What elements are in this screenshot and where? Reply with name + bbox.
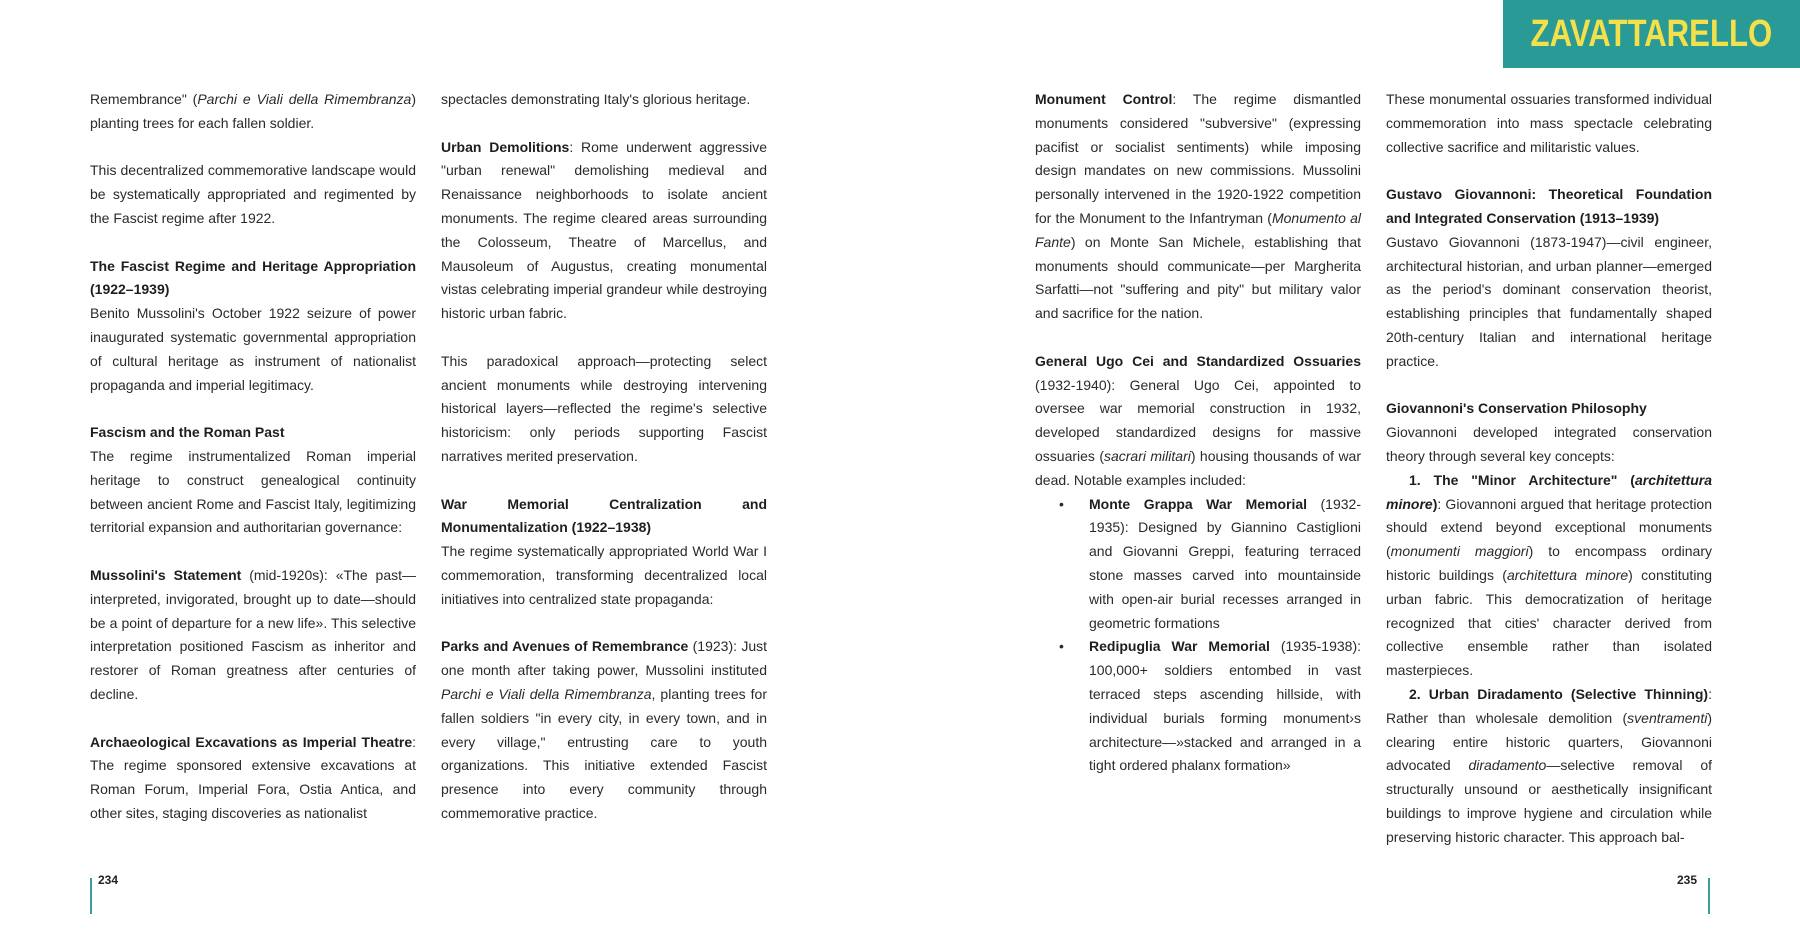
paragraph: spectacles demonstrating Italy's glorious heritage. (441, 91, 751, 107)
text: The regime instrumentalized Roman imperial heritage to construct genealogical continuity between ancient Rome and Fascist Italy, legitimizing territorial expansion and authoritarian governance: (90, 447, 416, 536)
paragraph (441, 635, 767, 825)
text: Gustavo Giovannoni (1873-1947)—civil engineer, architectural historian, and urban planner—emerged as the period's dominant conservation theorist, establishing principles that fundamentally shaped 20th-century Italian and international heritage practice. (1386, 233, 1712, 369)
text: —selective removal of structurally unsound or aesthetically insignificant buildings to improve hygiene and circulation while preserving historic character. This approach bal- (1386, 757, 1712, 845)
run-in-heading: Monument Control (1035, 91, 1173, 107)
text: ) (1432, 495, 1438, 512)
text: The regime systematically appropriated World War I commemoration, transforming decentralized local initiatives into centralized state propaganda: (441, 543, 767, 607)
text: , planting trees for fallen soldiers "in every city, in every town, and in every village," entrusting care to youth organizations. This initiative extended Fascist presence into every community through commemorative practice. (441, 685, 767, 821)
run-in-heading: General Ugo Cei and Standardized Ossuaries (1035, 352, 1361, 369)
section (90, 421, 416, 540)
text: Benito Mussolini's October 1922 seizure of power inaugurated systematic governmental appropriation of cultural heritage as instrument of nationalist propaganda and imperial legitimacy. (90, 305, 416, 393)
section (90, 255, 416, 398)
run-in-heading: Parks and Avenues of Remembrance (441, 638, 689, 655)
text: ) constituting urban fabric. This democratization of heritage recognized that cities' character derived from collective ensemble rather than isolated masterpieces. (1386, 566, 1713, 679)
section-heading: Gustavo Giovannoni: Theoretical Foundation and Integrated Conservation (1913–1939) (1386, 186, 1712, 226)
bullet-heading: Monte Grappa War Memorial (1089, 495, 1308, 512)
text: : The regime dismantled monuments considered "subversive" (expressing pacifist or socialist sentiments) while imposing design mandates on new commissions. Mussolini personally intervened in the 1920-1922 competition for the Monument to the Infantryman ( (1035, 91, 1361, 226)
numbered-item (1386, 469, 1712, 683)
bullet-item (1035, 493, 1361, 636)
bullet-icon: • (1059, 495, 1064, 512)
italic-text: sventramenti (1627, 709, 1708, 726)
brand-header (1503, 0, 1800, 68)
text: : The regime sponsored extensive excavations at Roman Forum, Imperial Fora, Ostia Antica, and other sites, staging discoveries as nationalist (90, 733, 416, 821)
paragraph (1035, 350, 1361, 493)
section (1386, 183, 1712, 373)
bullet-icon: • (1059, 638, 1064, 655)
italic-text: monumenti maggiori (1390, 543, 1529, 560)
left-page-column-2 (441, 88, 767, 826)
text: ) planting trees for each fallen soldier. (90, 91, 416, 131)
italic-text: Parchi e Viali della Rimembranza (197, 91, 412, 107)
text: (mid-1920s): «The past—interpreted, invigorated, brought up to date—should be a point of departure for a new life». This selective interpretation positioned Fascism as inheritor and restorer of Roman greatness after centuries of decline. (90, 566, 416, 702)
italic-text: architettura minore (1506, 566, 1629, 583)
text: : Rather than wholesale demolition ( (1386, 685, 1712, 726)
section-heading: The Fascist Regime and Heritage Appropriation (1922–1939) (90, 257, 416, 298)
run-in-heading: Urban Demolitions (441, 138, 570, 155)
left-page-column-1 (90, 88, 416, 826)
bullet-heading: Redipuglia War Memorial (1089, 638, 1270, 655)
text: ) housing thousands of war dead. Notable examples included: (1035, 447, 1361, 488)
right-page-column-1 (1035, 88, 1361, 778)
section (1386, 397, 1712, 468)
folio-rule-left (90, 878, 92, 914)
paragraph (90, 731, 416, 826)
paragraph: This paradoxical approach—protecting select ancient monuments while destroying intervening historical layers—reflected the regime's selective historicism: only periods supporting Fascist narratives merited preservation. (441, 352, 767, 464)
right-page-column-2 (1386, 88, 1712, 850)
folio-rule-right (1708, 878, 1710, 914)
paragraph: This decentralized commemorative landscape would be systematically appropriated and regimented by the Fascist regime after 1922. (90, 162, 416, 226)
section-heading: War Memorial Centralization and Monumentalization (1922–1938) (441, 495, 767, 536)
section-heading: Giovannoni's Conservation Philosophy (1386, 400, 1647, 417)
text: : Rome underwent aggressive "urban renewal" demolishing medieval and Renaissance neighborhoods to isolate ancient monuments. The regime cleared areas surrounding the Colosseum, Theatre of Marcellus, and Mausoleum of Augustus, creating monumental vistas celebrating imperial grandeur while destroying historic urban fabric. (441, 138, 767, 322)
text: ) to encompass ordinary historic buildings ( (1386, 543, 1712, 583)
text: (1923): Just one month after taking power, Mussolini instituted (441, 638, 767, 679)
text: 1. The "Minor Architecture" ( (1409, 471, 1635, 488)
numbered-item (1386, 683, 1712, 850)
paragraph (90, 564, 416, 707)
paragraph (1035, 88, 1361, 326)
text: ) clearing entire historic quarters, Giovannoni advocated (1386, 709, 1712, 774)
paragraph: These monumental ossuaries transformed individual commemoration into mass spectacle celebrating collective sacrifice and militaristic values. (1386, 91, 1712, 155)
section-heading: Fascism and the Roman Past (90, 424, 285, 441)
paragraph (441, 136, 767, 326)
run-in-heading: Archaeological Excavations as Imperial Theatre (90, 733, 413, 750)
text: (1932-1940): General Ugo Cei, appointed to oversee war memorial construction in 1932, developed standardized designs for massive ossuaries ( (1035, 376, 1361, 464)
text: : Giovannoni argued that heritage protection should extend beyond exceptional monuments ( (1386, 495, 1712, 560)
text: Giovannoni developed integrated conservation theory through several key concepts: (1386, 424, 1712, 464)
item-heading: 2. Urban Diradamento (Selective Thinning) (1409, 685, 1709, 702)
brand-title: ZAVATTARELLO (1530, 13, 1773, 55)
text: (1935-1938): 100,000+ soldiers entombed in vast terraced steps ascending hillside, with individual burials forming monument›s architecture—»stacked and arranged in a tight ordered phalanx formation» (1089, 638, 1361, 774)
page-number-left: 234 (98, 873, 119, 887)
run-in-heading: Mussolini's Statement (90, 566, 242, 583)
italic-text: diradamento (1468, 757, 1547, 774)
text: Remembrance" ( (90, 91, 198, 107)
text: ) on Monte San Michele, establishing that monuments should communicate—per Margherita Sarfatti—not "suffering and pity" but military valor and sacrifice for the nation. (1035, 233, 1361, 322)
text: (1932-1935): Designed by Giannino Castiglioni and Giovanni Greppi, featuring terraced stone masses carved into mountainside with open-air burial recesses arranged in geometric formations (1089, 495, 1361, 631)
bullet-item (1035, 635, 1361, 778)
italic-text: architettura minore (1386, 471, 1712, 512)
italic-text: sacrari militari (1103, 447, 1191, 464)
paragraph (90, 88, 416, 136)
section (441, 493, 767, 612)
italic-text: Parchi e Viali della Rimembranza (441, 685, 652, 702)
page-number-right: 235 (1677, 873, 1698, 887)
italic-text: Monumento al Fante (1035, 209, 1361, 250)
